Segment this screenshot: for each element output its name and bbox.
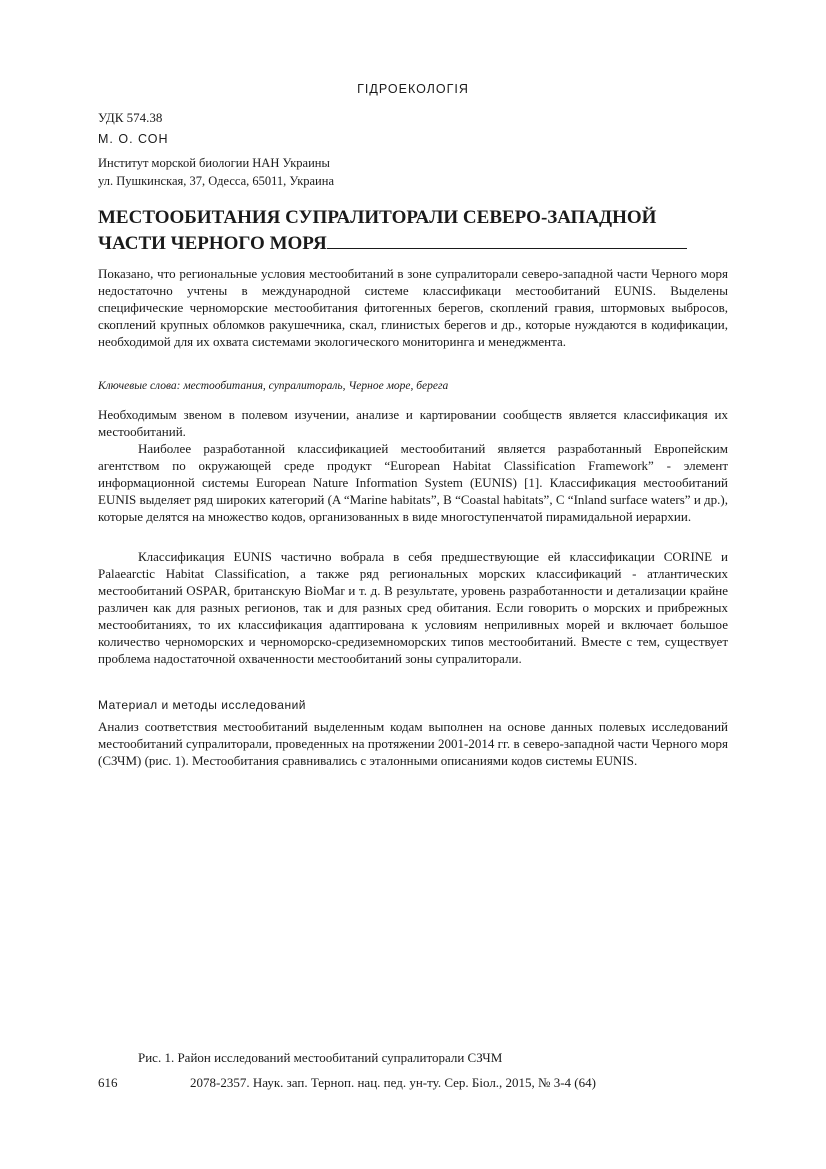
page-number: 616	[98, 1075, 118, 1090]
keywords: Ключевые слова: местообитания, супралитораль, Черное море, берега	[98, 380, 449, 392]
title-line-1: МЕСТООБИТАНИЯ СУПРАЛИТОРАЛИ СЕВЕРО-ЗАПАДНОЙ	[98, 207, 657, 228]
title-line-2-wrap	[98, 230, 738, 256]
journal-citation: 2078-2357. Наук. зап. Терноп. нац. пед. ун-ту. Сер. Біол., 2015, № 3-4 (64)	[190, 1075, 596, 1090]
figure-caption: Рис. 1. Район исследований местообитаний супралиторали СЗЧМ	[138, 1050, 503, 1065]
udc-code: УДК 574.38	[98, 110, 163, 125]
title-line-2: ЧАСТИ ЧЕРНОГО МОРЯ	[98, 233, 327, 254]
paragraph-4: Анализ соответствия местообитаний выделенным кодам выполнен на основе данных полевых исследований местообитаний супралиторали, проведенных на протяжении 2001-2014 гг. в северо-западной части Черного моря (СЗЧМ) (рис. 1). Местообитания сравнивались с эталонными описаниями кодов системы EUNIS.	[98, 719, 728, 768]
abstract: Показано, что региональные условия местообитаний в зоне супралиторали северо-западной части Черного моря недостаточно учтены в международной системе классификаци местообитаний EUNIS. Выделены специфические черноморские местообитания фитогенных берегов, скоплений гравия, штормовых выбросов, скоплений крупных обломков ракушечника, скал, глинистых берегов и др., которые нуждаются в кодификации, необходимой для их охвата системами экологического мониторинга и менеджмента.	[98, 266, 728, 349]
affiliation	[98, 154, 334, 190]
paper-title	[98, 206, 738, 256]
title-underline	[327, 230, 687, 249]
methods-heading: Материал и методы исследований	[98, 698, 306, 712]
section-header: ГІДРОЕКОЛОГІЯ	[357, 82, 469, 96]
paragraph-1: Необходимым звеном в полевом изучении, анализе и картировании сообществ является классификация их местообитаний.	[98, 407, 728, 439]
author-name: М. О. СОН	[98, 132, 169, 146]
paragraph-2: Наиболее разработанной классификацией местообитаний является разработанный Европейским агентством по окружающей среде продукт “European Habitat Classification Framework” - элемент информационной системы European Nature Information System (EUNIS) [1]. Классификация местообитаний EUNIS выделяет ряд широких категорий (A “Marine habitats”, B “Coastal habitats”, C “Inland surface waters” и др.), которые делятся на множество кодов, организованных в виде многоступенчатой пирамидальной иерархии.	[98, 441, 728, 524]
paragraph-3: Классификация EUNIS частично вобрала в себя предшествующие ей классификации CORINE и Palaearctic Habitat Classification, а также ряд региональных морских классификаций - атлантических местообитаний OSPAR, британскую BioMar и т. д. В результате, уровень разработанности и детализации крайне различен как для разных регионов, так и для разных сред обитания. Если говорить о морских и прибрежных местообитаниях, то их классификация адаптирована к условиям неприливных морей и включает большое количество черноморских и черноморско-средиземноморских типов местообитаний. Вместе с тем, существует проблема надостаточной охваченности местообитаний зоны супралиторали.	[98, 549, 728, 666]
affiliation-address: ул. Пушкинская, 37, Одесса, 65011, Украина	[98, 174, 334, 188]
affiliation-institution: Институт морской биологии НАН Украины	[98, 156, 330, 170]
